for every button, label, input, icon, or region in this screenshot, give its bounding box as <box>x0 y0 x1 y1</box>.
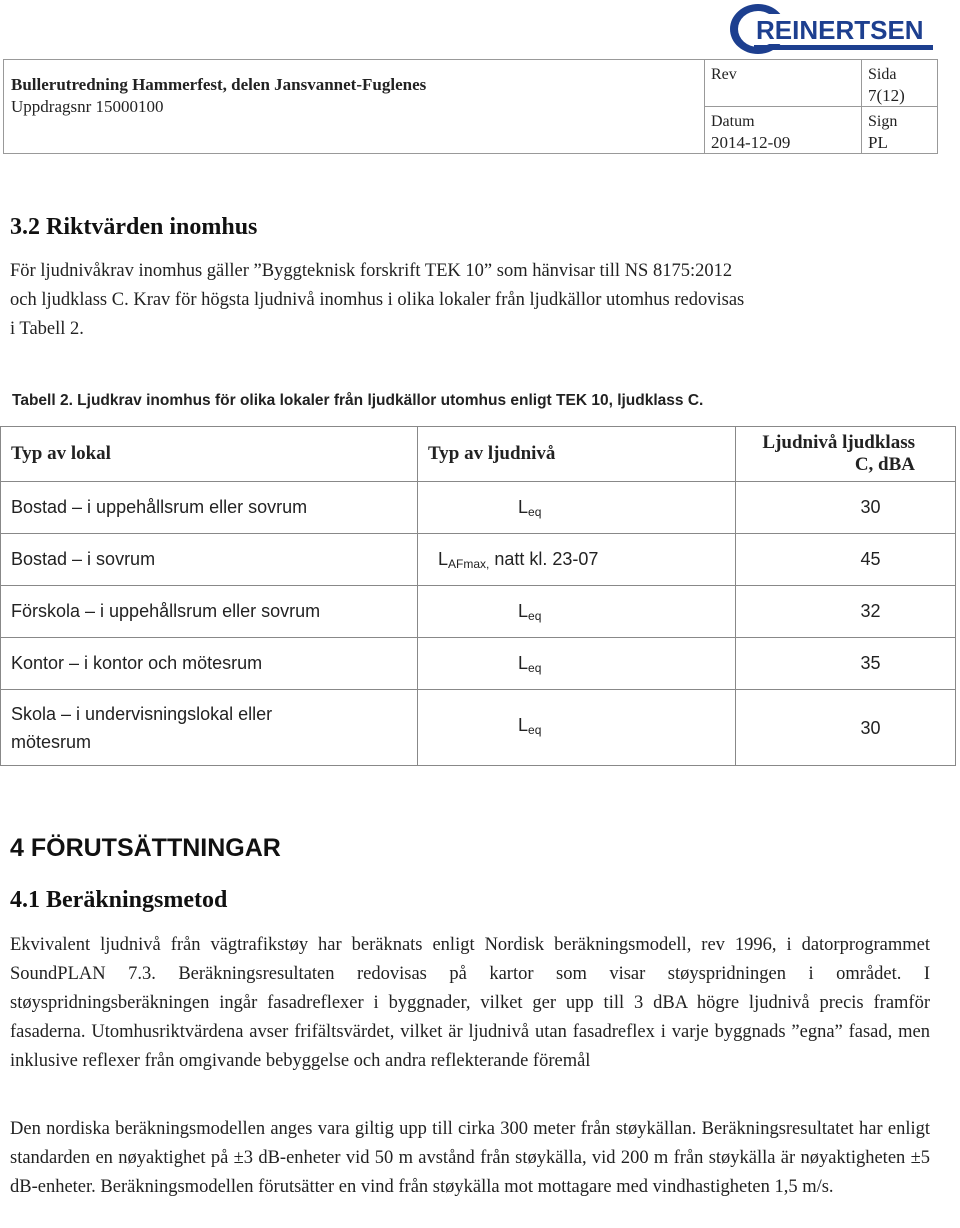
table-row <box>1 586 956 638</box>
table-row <box>1 690 956 766</box>
section-3-2-paragraph <box>10 257 930 344</box>
cell-niva <box>418 482 736 534</box>
column-header: Typ av ljudnivå <box>418 427 736 482</box>
rev-cell <box>705 60 862 107</box>
cell-lokal: Bostad – i uppehållsrum eller sovrum <box>1 482 418 534</box>
sign-value: PL <box>868 133 888 152</box>
paragraph-line: och ljudklass C. Krav för högsta ljudnivå inomhus i olika lokaler från ljudkällor utomhus redovisas <box>10 290 745 310</box>
cell-value: 35 <box>736 638 956 690</box>
niva-symbol: L <box>518 715 529 735</box>
date-value: 2014-12-09 <box>711 133 791 152</box>
page-label: Sida <box>868 66 897 83</box>
reinertsen-logo <box>728 2 933 56</box>
niva-symbol: L <box>518 496 529 517</box>
cell-lokal-line: mötesrum <box>11 731 92 752</box>
table-row <box>1 482 956 534</box>
paragraph-line: För ljudnivåkrav inomhus gäller ”Byggteknisk forskrift TEK 10” som hänvisar till NS 8175:2012 <box>10 261 733 281</box>
section-heading-3-2: 3.2 Riktvärden inomhus <box>10 214 258 240</box>
report-title: Bullerutredning Hammerfest, delen Jansvannet-Fuglenes <box>11 75 427 94</box>
header-title-cell <box>4 60 705 154</box>
cell-lokal: Kontor – i kontor och mötesrum <box>1 638 418 690</box>
niva-symbol: L <box>518 652 529 673</box>
column-header: Ljudnivå ljudklass C, dBA <box>736 427 956 482</box>
niva-subscript: eq <box>528 608 542 623</box>
niva-symbol: L <box>518 600 529 621</box>
niva-subscript: AFmax, <box>448 556 490 571</box>
cell-niva <box>418 638 736 690</box>
niva-symbol: L <box>438 548 449 569</box>
cell-lokal-line: Skola – i undervisningslokal eller <box>11 703 273 724</box>
column-header: Typ av lokal <box>1 427 418 482</box>
paragraph-line: i Tabell 2. <box>10 319 84 339</box>
table-row <box>1 638 956 690</box>
sign-label: Sign <box>868 113 898 130</box>
cell-niva <box>418 534 736 586</box>
logo-text: REINERTSEN <box>756 15 924 45</box>
table-caption: Tabell 2. Ljudkrav inomhus för olika lokaler från ljudkällor utomhus enligt TEK 10, ljudklass C. <box>12 392 704 409</box>
noise-requirements-table <box>0 426 956 766</box>
assignment-number: Uppdragsnr 15000100 <box>11 97 164 116</box>
page-number: 7(12) <box>868 86 905 105</box>
section-4-1-paragraph-2: Den nordiska beräkningsmodellen anges vara giltig upp till cirka 300 meter från støykällan. Beräkningsresultatet har enligt standarden en nøyaktighet på ±3 dB-enheter vid 50 m avstånd från støykälla, vid 200 m från støykälla är nøyaktigheten ±5 dB-enheter. Beräkningsmodellen förutsätter en vind från støykälla mot mottagare med vindhastigheten 1,5 m/s. <box>10 1119 930 1197</box>
niva-subscript: eq <box>528 504 542 519</box>
cell-value: 30 <box>736 690 956 766</box>
date-label: Datum <box>711 113 755 130</box>
section-heading-4-1: 4.1 Beräkningsmetod <box>10 887 228 913</box>
cell-value: 32 <box>736 586 956 638</box>
niva-subscript: eq <box>528 723 542 737</box>
section-heading-4: 4 FÖRUTSÄTTNINGAR <box>10 834 281 862</box>
table-row <box>1 534 956 586</box>
cell-lokal <box>1 690 418 766</box>
cell-lokal: Förskola – i uppehållsrum eller sovrum <box>1 586 418 638</box>
document-header <box>3 59 938 154</box>
date-cell <box>705 107 862 154</box>
table-header-row <box>1 427 956 482</box>
cell-value: 45 <box>736 534 956 586</box>
cell-niva <box>418 586 736 638</box>
rev-label: Rev <box>711 66 737 83</box>
cell-niva <box>418 690 736 766</box>
section-4-1-paragraph-1: Ekvivalent ljudnivå från vägtrafikstøy har beräknats enligt Nordisk beräkningsmodell, rev 1996, i datorprogrammet SoundPLAN 7.3. Beräkningsresultaten redovisas på kartor som visar støyspridningen i området. I støyspridningsberäkningen ingår fasadreflexer i byggnader, vilket ger upp till 3 dBA högre ljudnivå precis framför fasaderna. Utomhusriktvärdena avser frifältsvärdet, vilket är ljudnivå utan fasadreflex i varje byggnads ”egna” fasad, men inklusive reflexer från omgivande bebyggelse och andra reflekterande föremål <box>10 935 930 1071</box>
page-cell <box>862 60 938 107</box>
cell-lokal: Bostad – i sovrum <box>1 534 418 586</box>
niva-suffix: natt kl. 23-07 <box>489 548 599 569</box>
niva-subscript: eq <box>528 660 542 675</box>
cell-value: 30 <box>736 482 956 534</box>
sign-cell <box>862 107 938 154</box>
